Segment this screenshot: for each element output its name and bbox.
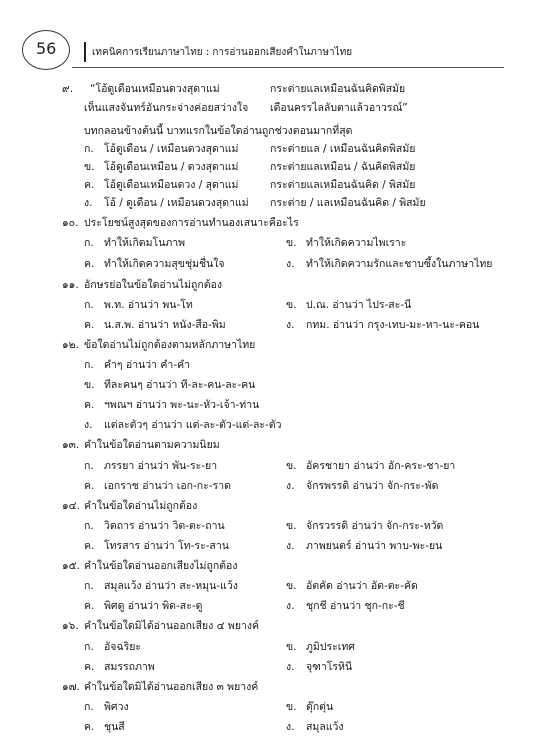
q9-option-part-a: โอ้ดูเดือน / เหมือนดวงสุดาแม่ xyxy=(104,143,239,155)
q9-option-key: ข. xyxy=(84,161,95,173)
q16-option-key: ง. xyxy=(286,661,295,673)
q16-option-key: ข. xyxy=(286,641,297,653)
q16-option-text: อัจฉริยะ xyxy=(104,641,142,653)
q10-option-key: ค. xyxy=(84,258,95,270)
q10-option-key: ข. xyxy=(286,237,297,249)
q14-option-key: ค. xyxy=(84,540,95,552)
q14-option-text: จักรวรรดิ อ่านว่า จัก-กระ-หวัด xyxy=(306,520,444,532)
q12-option-key: ง. xyxy=(84,419,93,431)
q13-option-text: เอกราช อ่านว่า เอก-กะ-ราด xyxy=(104,480,231,492)
q13-number: ๑๓. xyxy=(62,439,80,451)
q12-option-text: คำๆ อ่านว่า คำ-คำ xyxy=(104,359,191,371)
q14-option-text: วิตถาร อ่านว่า วิต-ตะ-ถาน xyxy=(104,520,225,532)
q17-option-text: ตุ๊กตุ่น xyxy=(306,701,334,713)
q12-option-text: แต่ละตัวๆ อ่านว่า แต่-ละ-ตัว-แต่-ละ-ตัว xyxy=(104,419,282,431)
q11-option-key: ข. xyxy=(286,299,297,311)
q13-option-text: จักรพรรดิ อ่านว่า จัก-กระ-พัด xyxy=(306,480,439,492)
q13-option-text: อัครชายา อ่านว่า อัก-คระ-ชา-ยา xyxy=(306,460,456,472)
q16-option-key: ค. xyxy=(84,661,95,673)
q11-number: ๑๑. xyxy=(62,279,79,291)
q14-option-key: ข. xyxy=(286,520,297,532)
q16-option-text: จุฑาโรหินี xyxy=(306,661,353,673)
q17-option-text: สมุลแว้ง xyxy=(306,721,344,733)
q15-option-key: ข. xyxy=(286,580,297,592)
q11-option-text: พ.ท. อ่านว่า พน-โท xyxy=(104,299,193,311)
q9-option-part-a: โอ้ / ดูเดือน / เหมือนดวงสุดาแม่ xyxy=(104,197,249,209)
q17-question: คำในข้อใดมิได้อ่านออกเสียง ๓ พยางค์ xyxy=(84,681,259,693)
q10-option-text: ทำให้เกิดความสุขชุ่มชื่นใจ xyxy=(104,258,225,270)
q11-option-text: ป.ณ. อ่านว่า ไปร-สะ-นี xyxy=(306,299,412,311)
q14-option-key: ก. xyxy=(84,520,94,532)
q10-option-key: ก. xyxy=(84,237,94,249)
q16-option-text: สมรรถภาพ xyxy=(104,661,155,673)
q15-option-text: ชุกชี อ่านว่า ชุก-กะ-ชี xyxy=(306,600,405,612)
q15-number: ๑๕. xyxy=(62,560,80,572)
q9-poem-line1-b: กระต่ายแลเหมือนฉันคิดพิสมัย xyxy=(270,83,406,95)
q12-option-key: ข. xyxy=(84,379,95,391)
q14-number: ๑๔. xyxy=(62,500,80,512)
q17-option-text: ชุนสี xyxy=(104,721,125,733)
q14-option-key: ง. xyxy=(286,540,295,552)
q15-option-text: อัตคัด อ่านว่า อัต-ตะ-คัด xyxy=(306,580,418,592)
q14-question: คำในข้อใดอ่านไม่ถูกต้อง xyxy=(84,500,198,512)
q11-question: อักษรย่อในข้อใดอ่านไม่ถูกต้อง xyxy=(84,279,222,291)
q13-option-key: ข. xyxy=(286,460,297,472)
q9-option-part-b: กระต่ายแลเหมือน / ฉันคิดพิสมัย xyxy=(270,161,416,173)
q9-option-key: ค. xyxy=(84,179,95,191)
q9-option-key: ง. xyxy=(84,197,93,209)
q9-option-part-b: กระต่าย / แลเหมือนฉันคิด / พิสมัย xyxy=(270,197,426,209)
q13-question: คำในข้อใดอ่านตามความนิยม xyxy=(84,439,220,451)
q13-option-key: ง. xyxy=(286,480,295,492)
q15-option-text: พิศดู อ่านว่า พิด-สะ-ดู xyxy=(104,600,203,612)
running-title: เทคนิคการเรียนภาษาไทย : การอ่านออกเสียงคำในภาษาไทย xyxy=(92,47,353,58)
q11-option-key: ก. xyxy=(84,299,94,311)
q15-option-key: ง. xyxy=(286,600,295,612)
q11-option-text: น.ส.พ. อ่านว่า หนัง-สือ-พิม xyxy=(104,319,226,331)
q12-option-text: ทีละคนๆ อ่านว่า ที-ละ-คน-ละ-คน xyxy=(104,379,256,391)
q15-question: คำในข้อใดอ่านออกเสียงไม่ถูกต้อง xyxy=(84,560,238,572)
q12-option-key: ก. xyxy=(84,359,94,371)
q13-option-key: ค. xyxy=(84,480,95,492)
q12-number: ๑๒. xyxy=(62,339,79,351)
q12-option-text: ฯพณฯ อ่านว่า พะ-นะ-หัว-เจ้า-ท่าน xyxy=(104,399,260,411)
q13-option-key: ก. xyxy=(84,460,94,472)
q15-option-key: ก. xyxy=(84,580,94,592)
q11-option-text: กทม. อ่านว่า กรุง-เทบ-มะ-หา-นะ-คอน xyxy=(306,319,480,331)
q11-option-key: ค. xyxy=(84,319,95,331)
q16-question: คำในข้อใดมิได้อ่านออกเสียง ๔ พยางค์ xyxy=(84,620,260,632)
q17-option-key: ข. xyxy=(286,701,297,713)
q10-option-key: ง. xyxy=(286,258,295,270)
q12-question: ข้อใดอ่านไม่ถูกต้องตามหลักภาษาไทย xyxy=(84,339,256,351)
q17-number: ๑๗. xyxy=(62,681,80,693)
header-rule xyxy=(72,67,504,68)
q16-number: ๑๖. xyxy=(62,620,79,632)
q17-option-key: ก. xyxy=(84,701,94,713)
q9-poem-line2-a: เห็นแสงจันทร์อันกระจ่างค่อยสว่างใจ xyxy=(84,102,249,114)
q9-poem-line2-b: เดือนครรไลลับตาแล้วอาวรณ์” xyxy=(270,102,408,114)
q12-option-key: ค. xyxy=(84,399,95,411)
q9-number: ๙. xyxy=(62,83,74,95)
q10-option-text: ทำให้เกิดความไพเราะ xyxy=(306,237,407,249)
q9-option-part-a: โอ้ดูเดือนเหมือนดวง / สุดาแม่ xyxy=(104,179,239,191)
q16-option-key: ก. xyxy=(84,641,94,653)
q10-question: ประโยชน์สูงสุดของการอ่านทำนองเสนาะคือะไร xyxy=(84,217,299,229)
q17-option-key: ค. xyxy=(84,721,95,733)
q10-number: ๑๐. xyxy=(62,217,79,229)
q10-option-text: ทำให้เกิดมโนภาพ xyxy=(104,237,186,249)
q15-option-text: สมุลแว้ง อ่านว่า สะ-หมุน-แว้ง xyxy=(104,580,238,592)
q13-option-text: ภรรยา อ่านว่า พัน-ระ-ยา xyxy=(104,460,218,472)
q16-option-text: ภูมิประเทศ xyxy=(306,641,355,653)
page-header xyxy=(0,30,541,70)
q15-option-key: ค. xyxy=(84,600,95,612)
q9-option-key: ก. xyxy=(84,143,94,155)
q9-option-part-b: กระต่ายแลเหมือนฉันคิด / พิสมัย xyxy=(270,179,416,191)
q14-option-text: ภาพยนตร์ อ่านว่า พาบ-พะ-ยน xyxy=(306,540,443,552)
header-divider-bar xyxy=(84,42,86,62)
q9-option-part-b: กระต่ายแล / เหมือนฉันคิดพิสมัย xyxy=(270,143,416,155)
page-number: 56 xyxy=(36,39,57,58)
q14-option-text: โทรสาร อ่านว่า โท-ระ-สาน xyxy=(104,540,229,552)
q9-question: บทกลอนข้างต้นนี้ บาทแรกในข้อใดอ่านถูกช่วงตอนมากที่สุด xyxy=(84,125,353,137)
q10-option-text: ทำให้เกิดความรักและชาบซึ้งในภาษาไทย xyxy=(306,258,493,270)
q17-option-key: ง. xyxy=(286,721,295,733)
q11-option-key: ง. xyxy=(286,319,295,331)
q17-option-text: พิศวง xyxy=(104,701,129,713)
q9-option-part-a: โอ้ดูเดือนเหมือน / ดวงสุดาแม่ xyxy=(104,161,239,173)
q9-poem-line1-a: “โอ้ดูเดือนเหมือนดวงสุดาแม่ xyxy=(90,83,220,95)
